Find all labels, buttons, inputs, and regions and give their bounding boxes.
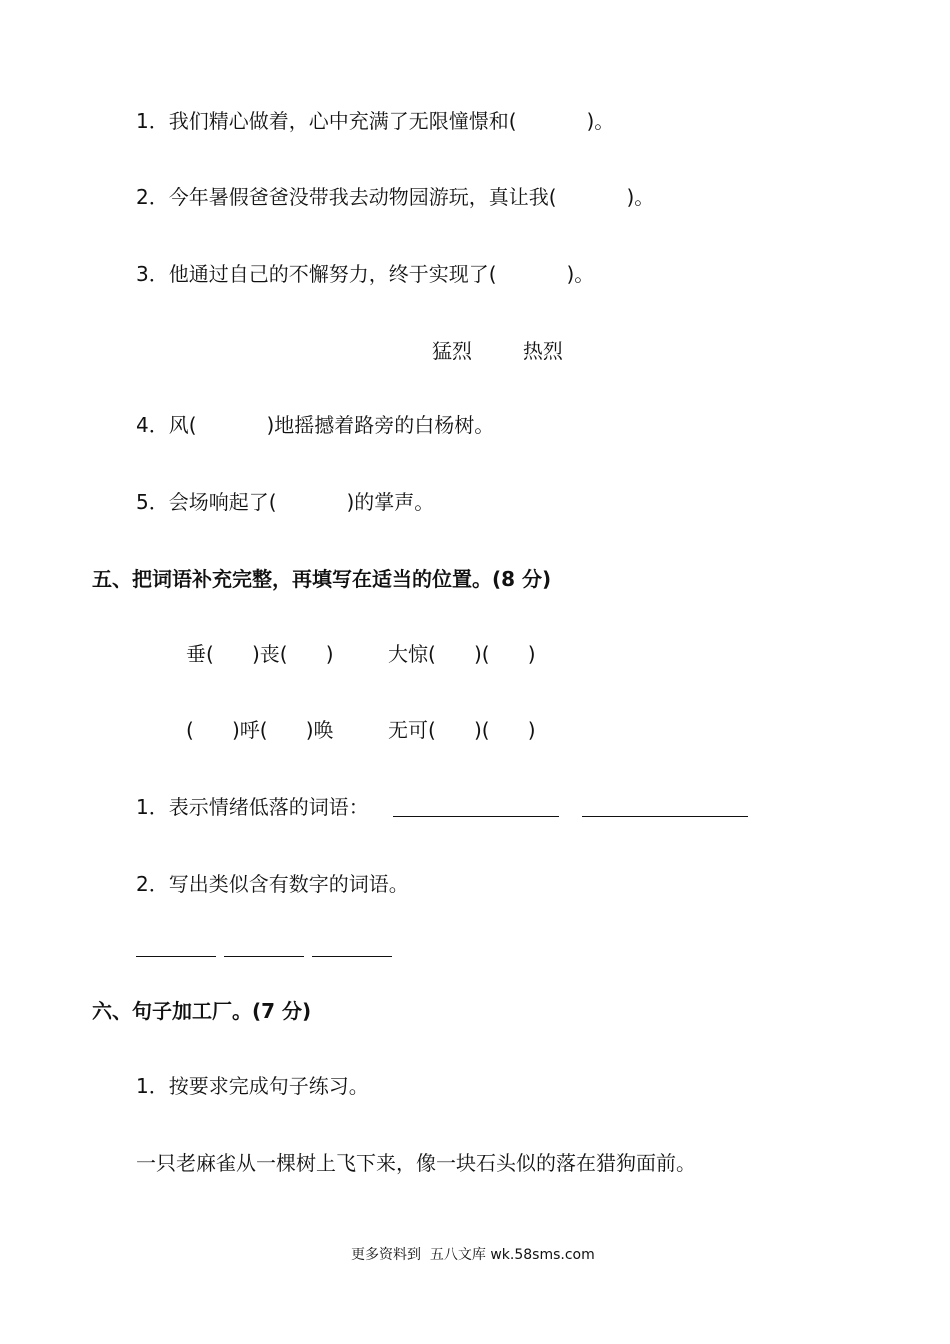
question-4-4: 4．风( )地摇撼着路旁的白杨树。: [136, 413, 495, 437]
question-4-2: 2．今年暑假爸爸没带我去动物园游玩，真让我( )。: [136, 185, 655, 209]
answer-blank[interactable]: [582, 816, 748, 817]
idiom-row-2-left: ( )呼( )唤: [186, 718, 334, 742]
section-6-heading: 六、句子加工厂。(7 分): [92, 999, 312, 1023]
idiom-row-1-left: 垂( )丧( ): [186, 642, 334, 666]
word-choices: 猛烈 热烈: [432, 339, 563, 363]
idiom-row-1-right: 大惊( )( ): [388, 642, 536, 666]
practice-sentence: 一只老麻雀从一棵树上飞下来，像一块石头似的落在猎狗面前。: [136, 1151, 696, 1175]
idiom-row-2-right: 无可( )( ): [388, 718, 536, 742]
answer-blank[interactable]: [136, 956, 216, 957]
question-5-1: 1．表示情绪低落的词语：: [136, 795, 369, 819]
answer-blank[interactable]: [393, 816, 559, 817]
footer-text: 更多资料到 五八文库 wk.58sms.com: [351, 1247, 595, 1263]
question-5-2: 2．写出类似含有数字的词语。: [136, 872, 409, 896]
question-6-1: 1．按要求完成句子练习。: [136, 1074, 369, 1098]
question-4-5: 5．会场响起了( )的掌声。: [136, 490, 435, 514]
question-4-3: 3．他通过自己的不懈努力，终于实现了( )。: [136, 262, 595, 286]
answer-blank[interactable]: [224, 956, 304, 957]
answer-blank[interactable]: [312, 956, 392, 957]
section-5-heading: 五、把词语补充完整，再填写在适当的位置。(8 分): [92, 567, 552, 591]
question-4-1: 1．我们精心做着，心中充满了无限憧憬和( )。: [136, 109, 615, 133]
